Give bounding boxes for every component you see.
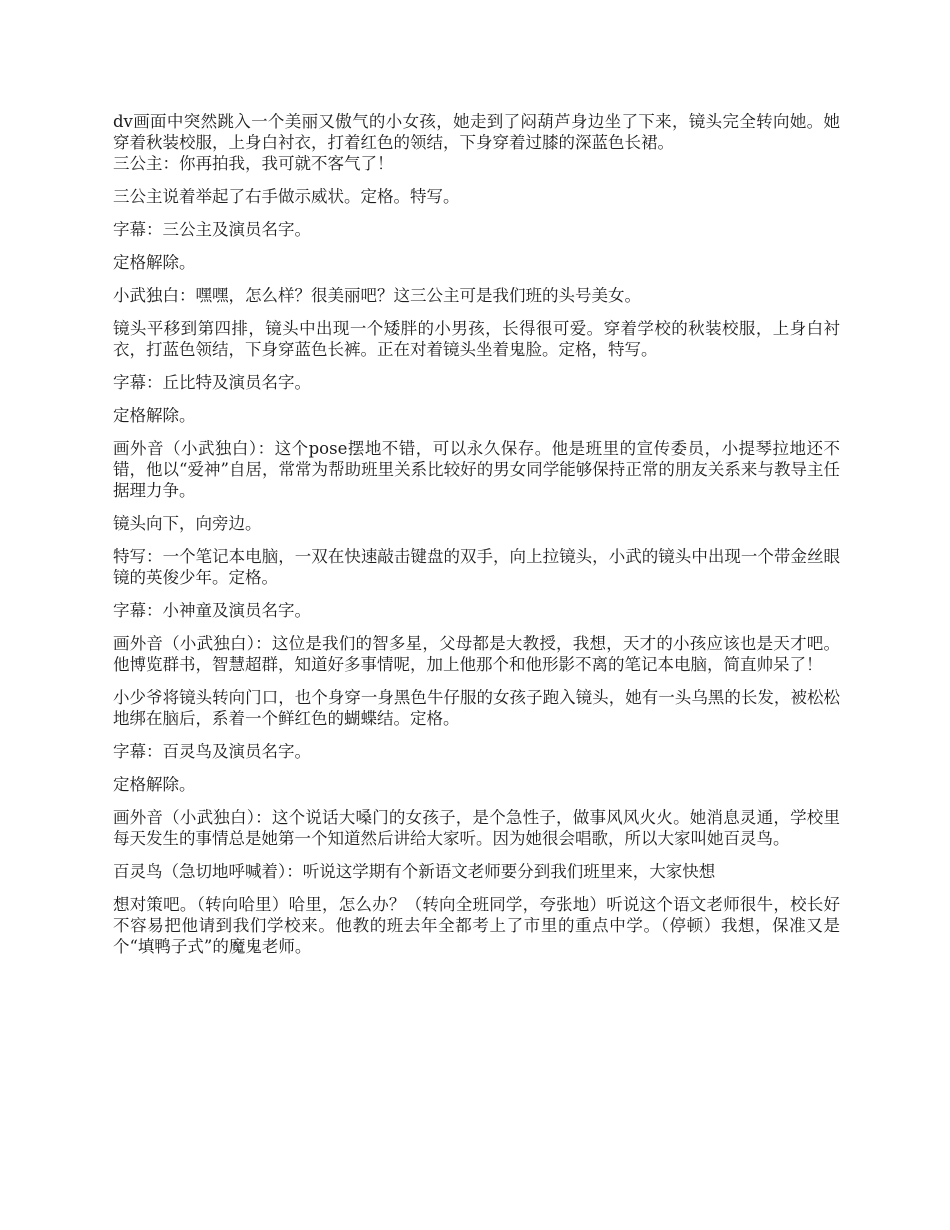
paragraph-line: 字幕：小神童及演员名字。 [113,601,311,620]
paragraph-1 [113,111,840,174]
paragraph-line: 画外音（小武独白）：这个说话大嗓门的女孩子，是个急性子，做事风风火火。她消息灵通，学校里每天发生的事情总是她第一个知道然后讲给大家听。因为她很会唱歌，所以大家叫她百灵鸟。 [113,808,840,848]
document-body [113,111,840,969]
paragraph-line: 三公主说着举起了右手做示威状。定格。特写。 [113,187,460,206]
paragraph-line: 三公主：你再拍我，我可就不客气了！ [113,154,394,173]
paragraph-15 [113,741,840,762]
paragraph-2 [113,186,840,207]
paragraph-line: 小少爷将镜头转向门口，也个身穿一身黑色牛仔服的女孩子跑入镜头，她有一头乌黑的长发，被松松地绑在脑后，系着一个鲜红色的蝴蝶结。定格。 [113,688,840,728]
paragraph-line: 字幕：三公主及演员名字。 [113,220,311,239]
paragraph-12 [113,600,840,621]
paragraph-14 [113,687,840,729]
paragraph-line: 镜头平移到第四排，镜头中出现一个矮胖的小男孩，长得很可爱。穿着学校的秋装校服，上身白衬衣，打蓝色领结，下身穿蓝色长裤。正在对着镜头坐着鬼脸。定格，特写。 [113,319,840,359]
paragraph-line: 定格解除。 [113,775,196,794]
paragraph-4 [113,252,840,273]
paragraph-line: 画外音（小武独白）：这个pose摆地不错，可以永久保存。他是班里的宣传委员，小提琴拉地还不错，他以“爱神”自居，常常为帮助班里关系比较好的男女同学能够保持正常的朋友关系来与教导主任据理力争。 [113,439,840,500]
paragraph-17 [113,807,840,849]
paragraph-5 [113,285,840,306]
paragraph-line: 字幕：百灵鸟及演员名字。 [113,742,311,761]
paragraph-line: 画外音（小武独白）：这位是我们的智多星，父母都是大教授，我想，天才的小孩应该也是天才吧。他博览群书，智慧超群，知道好多事情呢，加上他那个和他形影不离的笔记本电脑，简直帅呆了！ [113,634,840,674]
paragraph-line: dv画面中突然跳入一个美丽又傲气的小女孩，她走到了闷葫芦身边坐了下来，镜头完全转向她。她穿着秋装校服，上身白衬衣，打着红色的领结，下身穿着过膝的深蓝色长裙。 [113,112,840,152]
paragraph-line: 镜头向下，向旁边。 [113,514,262,533]
paragraph-6 [113,318,840,360]
paragraph-line: 想对策吧。（转向哈里）哈里，怎么办？（转向全班同学，夸张地）听说这个语文老师很牛，校长好不容易把他请到我们学校来。他教的班去年全都考上了市里的重点中学。（停顿）我想，保准又是个“填鸭子式”的魔鬼老师。 [113,895,840,956]
paragraph-16 [113,774,840,795]
paragraph-line: 特写：一个笔记本电脑，一双在快速敲击键盘的双手，向上拉镜头，小武的镜头中出现一个带金丝眼镜的英俊少年。定格。 [113,547,840,587]
paragraph-18 [113,861,840,882]
paragraph-9 [113,438,840,501]
paragraph-8 [113,405,840,426]
paragraph-line: 定格解除。 [113,406,196,425]
paragraph-line: 小武独白：嘿嘿，怎么样？很美丽吧？这三公主可是我们班的头号美女。 [113,286,641,305]
paragraph-19 [113,894,840,957]
paragraph-line: 百灵鸟（急切地呼喊着）：听说这学期有个新语文老师要分到我们班里来，大家快想 [113,862,716,881]
paragraph-3 [113,219,840,240]
paragraph-7 [113,372,840,393]
paragraph-line: 定格解除。 [113,253,196,272]
paragraph-13 [113,633,840,675]
paragraph-10 [113,513,840,534]
paragraph-11 [113,546,840,588]
paragraph-line: 字幕：丘比特及演员名字。 [113,373,311,392]
